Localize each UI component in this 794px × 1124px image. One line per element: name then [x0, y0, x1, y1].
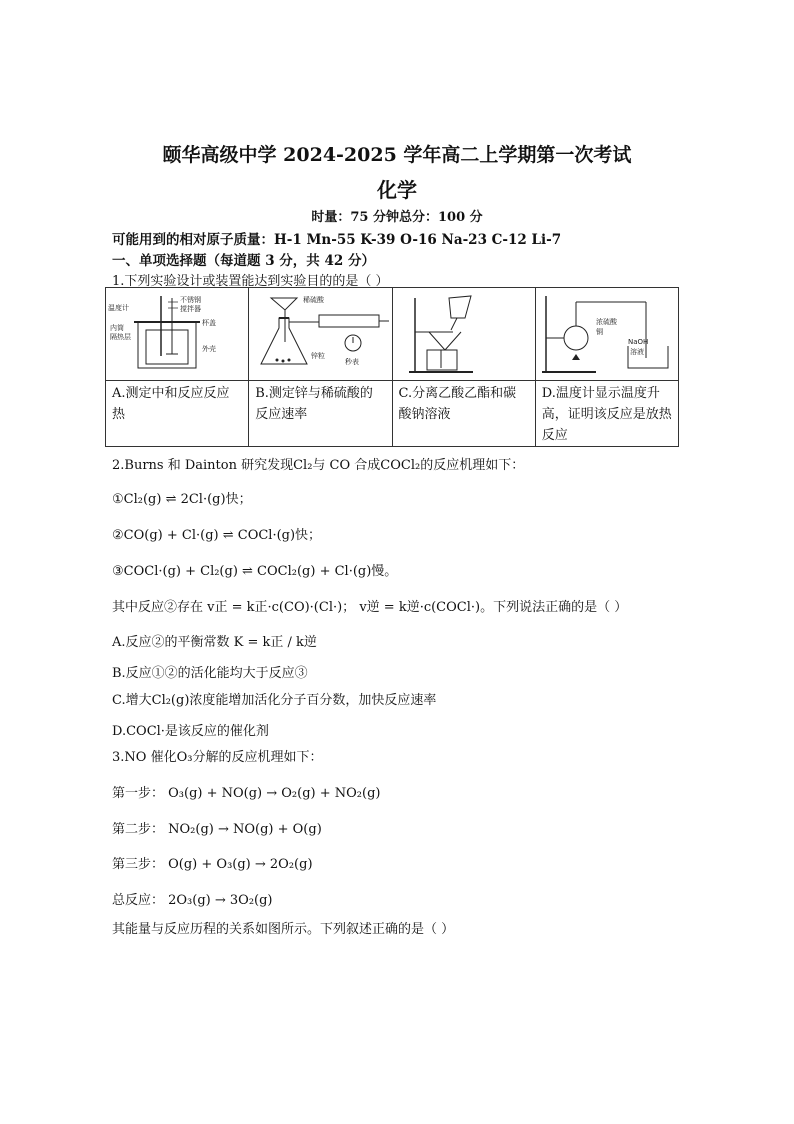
fig-d-label-1: 铜: [595, 328, 603, 336]
section-heading: 一、单项选择题（每道题 3 分，共 42 分）: [112, 253, 375, 269]
q2-stem: 2.Burns 和 Dainton 研究发现Cl₂与 CO 合成COCl₂的反应机理如下：: [112, 458, 525, 473]
q3-step-1: 第一步： O₃(g) + NO(g) → O₂(g) + NO₂(g): [112, 786, 381, 801]
time-info: 时量：75 分钟总分：100 分: [311, 210, 483, 225]
fig-a-label-4: 内筒: [110, 324, 124, 332]
copper-sulfuric-acid-diagram: [536, 288, 679, 380]
q2-option-a: A.反应②的平衡常数 K = k正 / k逆: [112, 635, 317, 650]
q3-step-2: 第二步： NO₂(g) → NO(g) + O(g): [112, 822, 322, 837]
fig-d-label-2: NaOH: [627, 338, 649, 346]
q3-stem: 3.NO 催化O₃分解的反应机理如下：: [112, 750, 323, 765]
atomic-masses: 可能用到的相对原子质量：H-1 Mn-55 K-39 O-16 Na-23 C-12 Li-7: [112, 232, 562, 248]
q2-option-b: B.反应①②的活化能均大于反应③: [112, 666, 308, 681]
q1-options-table: [105, 287, 679, 447]
fig-a-label-2: 搅拌器: [180, 305, 201, 313]
q1-option-d: D.温度计显示温度升高，证明该反应是放热反应: [535, 381, 678, 447]
exam-title: 颐华高级中学 2024-2025 学年高二上学期第一次考试: [162, 144, 632, 166]
q3-total-reaction: 总反应： 2O₃(g) → 3O₂(g): [112, 893, 273, 908]
calorimeter-diagram: [106, 288, 249, 380]
q1-option-b: B.测定锌与稀硫酸的反应速率: [249, 381, 392, 447]
q1-figure-c: [392, 288, 535, 381]
fig-d-label-0: 浓硫酸: [595, 318, 617, 326]
q2-step-2: ②CO(g) + Cl·(g) ⇌ COCl·(g)快；: [112, 528, 322, 543]
q2-step-1: ①Cl₂(g) ⇌ 2Cl·(g)快；: [112, 492, 252, 507]
fig-b-label-2: 锌粒: [311, 352, 326, 360]
q2-option-d: D.COCl·是该反应的催化剂: [112, 724, 269, 739]
q1-figure-b: [249, 288, 392, 381]
fig-a-label-3: 杯盖: [202, 319, 216, 327]
q2-option-c: C.增大Cl₂(g)浓度能增加活化分子百分数，加快反应速率: [112, 693, 437, 708]
separation-apparatus-diagram: [393, 288, 536, 380]
q1-figure-d: [535, 288, 678, 381]
q1-option-a: A.测定中和反应反应热: [106, 381, 249, 447]
q3-tail: 其能量与反应历程的关系如图所示。下列叙述正确的是（ ）: [112, 922, 455, 937]
subject-title: 化学: [377, 178, 417, 202]
q2-step-3: ③COCl·(g) + Cl₂(g) ⇌ COCl₂(g) + Cl·(g)慢。: [112, 564, 398, 579]
reaction-rate-apparatus-diagram: [249, 288, 392, 380]
q1-stem: 1.下列实验设计或装置能达到实验目的的是（ ）: [112, 274, 389, 289]
fig-d-label-3: 溶液: [629, 348, 644, 356]
fig-a-label-6: 外壳: [202, 345, 216, 353]
fig-b-label-1: 秒表: [345, 358, 360, 366]
fig-b-label-0: 稀硫酸: [303, 296, 325, 304]
q1-option-c: C.分离乙酸乙酯和碳酸钠溶液: [392, 381, 535, 447]
q3-step-3: 第三步： O(g) + O₃(g) → 2O₂(g): [112, 857, 313, 872]
fig-a-label-5: 隔热层: [110, 333, 131, 341]
q1-figure-a: [106, 288, 249, 381]
q2-rate-text: 其中反应②存在 v正 = k正·c(CO)·(Cl·)； v逆 = k逆·c(COCl·)。下列说法正确的是（ ）: [112, 600, 628, 615]
fig-a-label-1: 不锈钢: [180, 296, 201, 304]
fig-a-label-0: 温度计: [108, 304, 129, 312]
